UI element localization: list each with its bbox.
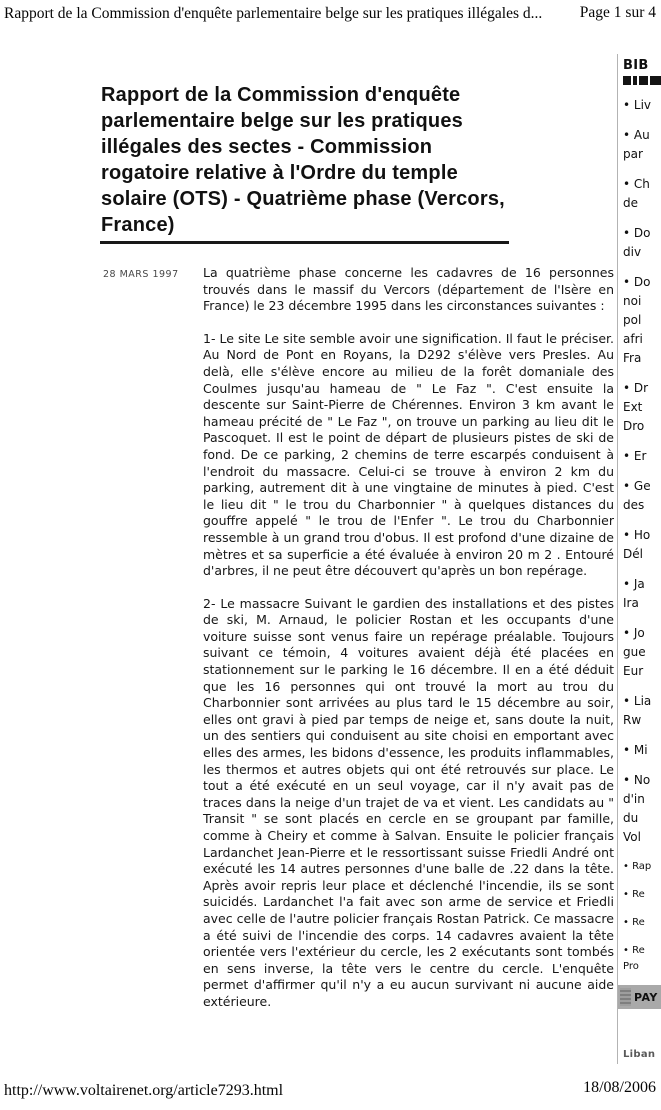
square: [623, 76, 631, 85]
square: [633, 76, 637, 85]
square: [650, 76, 661, 85]
sidebar-item-line[interactable]: Rw: [623, 713, 642, 727]
decoration-squares-icon: [623, 76, 661, 85]
sidebar-item[interactable]: • Mi: [623, 743, 648, 757]
globe-icon: [620, 988, 631, 1006]
pays-section-header: [618, 985, 661, 1009]
article-title: [101, 82, 581, 238]
sidebar-item[interactable]: • No: [623, 773, 651, 787]
square: [639, 76, 647, 85]
sidebar-item-line[interactable]: des: [623, 498, 645, 512]
print-footer-url: http://www.voltairenet.org/article7293.html: [4, 1082, 284, 1099]
sidebar-item[interactable]: • Dr: [623, 381, 649, 395]
title-line: parlementaire belge sur les pratiques: [101, 110, 463, 132]
sidebar-item[interactable]: • Do: [623, 275, 651, 289]
sidebar-item-line[interactable]: de: [623, 196, 638, 210]
sidebar-item-line[interactable]: par: [623, 147, 643, 161]
sidebar-item[interactable]: • Ch: [623, 177, 650, 191]
sidebar-item-line[interactable]: Pro: [623, 961, 639, 972]
sidebar-item-line[interactable]: Dro: [623, 419, 645, 433]
print-header-title: Rapport de la Commission d'enquête parlementaire belge sur les pratiques illégales d...: [4, 5, 543, 22]
sidebar-item-line[interactable]: Vol: [623, 830, 641, 844]
sidebar-item-line[interactable]: Dél: [623, 547, 643, 561]
sidebar-item-line[interactable]: pol: [623, 313, 642, 327]
sidebar-item-line[interactable]: Ext: [623, 400, 643, 414]
print-header-page-number: Page 1 sur 4: [579, 4, 656, 21]
sidebar-item[interactable]: • Re: [623, 917, 645, 928]
sidebar-item[interactable]: • Re: [623, 889, 645, 900]
sidebar-item[interactable]: • Lia: [623, 694, 652, 708]
sidebar-item-line[interactable]: d'in: [623, 792, 645, 806]
country-link-liban[interactable]: Liban: [623, 1049, 656, 1060]
sidebar-item-line[interactable]: gue: [623, 645, 646, 659]
sidebar-item[interactable]: • Re: [623, 945, 645, 956]
sidebar-item-line[interactable]: afri: [623, 332, 643, 346]
sidebar-item[interactable]: • Jo: [623, 626, 645, 640]
sidebar-item[interactable]: • Er: [623, 449, 647, 463]
pays-section-label: PAY: [634, 990, 658, 1004]
sidebar-item[interactable]: • Ja: [623, 577, 645, 591]
article-body: [203, 265, 614, 1027]
sidebar-item-line[interactable]: Eur: [623, 664, 644, 678]
sidebar-item[interactable]: • Ge: [623, 479, 651, 493]
sidebar-item-line[interactable]: Fra: [623, 351, 642, 365]
sidebar-item[interactable]: • Do: [623, 226, 651, 240]
title-line: solaire (OTS) - Quatrième phase (Vercors,: [101, 188, 505, 210]
sidebar-item[interactable]: • Au: [623, 128, 650, 142]
paragraph-intro: La quatrième phase concerne les cadavres de 16 personnes trouvés dans le massif du Vercors (département de l'Isère en France) le 23 décembre 1995 dans les circonstances suivantes :: [203, 265, 614, 314]
sidebar-item-line[interactable]: div: [623, 245, 642, 259]
sidebar-item-line[interactable]: du: [623, 811, 639, 825]
title-line: Rapport de la Commission d'enquête: [101, 84, 461, 106]
sidebar-item-line[interactable]: noi: [623, 294, 642, 308]
title-line: rogatoire relative à l'Ordre du temple: [101, 162, 458, 184]
sidebar-item[interactable]: • Rap: [623, 861, 652, 872]
sidebar-item[interactable]: • Liv: [623, 98, 652, 112]
sidebar-header-bib: BIB: [623, 58, 649, 73]
sidebar-item-line[interactable]: Ira: [623, 596, 639, 610]
title-divider-rule: [100, 241, 509, 244]
paragraph-le-site: 1- Le site Le site semble avoir une signification. Il faut le préciser. Au Nord de Pont en Royans, la D292 s'élève vers Presles. Au delà, elle s'élève encore au milieu de la forêt domaniale des Coulmes jusqu'au hameau de " Le Faz ". C'est ensuite la descente sur Saint-Pierre de Chérennes. Environ 3 km avant le hameau précité de " Le Faz ", on trouve un parking au lieu dit le Pascoquet. Il est le point de départ de plusieurs pistes de ski de fond. De ce parking, 2 chemins de terre escarpés conduisent à l'endroit du massacre. Celui-ci se trouve à environ 2 km du parking, autrement dit à une vingtaine de minutes à pied. C'est le lieu dit " le trou du Charbonnier " à quelques distances du gouffre appelé " le trou de l'Enfer ". Le trou du Charbonnier ressemble à un grand trou d'obus. Il est profond d'une dizaine de mètres et sa superficie a été évaluée à environ 20 m 2 . Entouré d'arbres, il ne peut être découvert qu'après un bon repérage.: [203, 330, 614, 579]
title-line: France): [101, 214, 175, 236]
article-date: 28 MARS 1997: [103, 269, 179, 280]
paragraph-le-massacre: 2- Le massacre Suivant le gardien des installations et des pistes de ski, M. Arnaud, le policier Rostan et les occupants d'une voiture suisse sont venus faire un repérage préalable. Toujours suivant ce témoin, 4 voitures avaient déjà été placées en stationnement sur le parking le 16 décembre. Il en a été déduit que les 16 personnes qui ont trouvé la mort au trou du Charbonnier sont arrivées au plus tard le 15 décembre au soir, elles ont gravi à pied par temps de neige et, sans doute la nuit, un des sentiers qui conduisent au site choisi en emportant avec elles des armes, les bidons d'essence, les produits inflammables, les thermos et autres objets qui ont été retrouvés sur place. Le tout a été exécuté en un seul voyage, car il n'y avait pas de traces dans la neige d'un trajet de va et vient. Les candidats au " Transit " se sont placés en cercle en se groupant par famille, comme à Cheiry et comme à Salvan. Ensuite le policier français Lardanchet Jean-Pierre et le ressortissant suisse Friedli André ont exécuté les 14 autres personnes d'une balle de .22 dans la tête. Après avoir repris leur place et déclenché l'incendie, ils se sont suicidés. Lardanchet l'a fait avec son arme de service et Friedli avec celle de l'autre policier français Rostan Patrick. Ce massacre a été suivi de l'incendie des corps. 14 cadavres avaient la tête orientée vers l'extérieur du cercle, les 2 exécutants sont tombés en sens inverse, la tête vers le centre du cercle. L'enquête permet d'affirmer qu'il n'y a eu aucun survivant ni aucune aide extérieure.: [203, 595, 614, 1009]
print-footer-date: 18/08/2006: [583, 1079, 656, 1096]
title-line: illégales des sectes - Commission: [101, 136, 433, 158]
sidebar-bibliographie: [617, 54, 661, 1064]
sidebar-item[interactable]: • Ho: [623, 528, 651, 542]
